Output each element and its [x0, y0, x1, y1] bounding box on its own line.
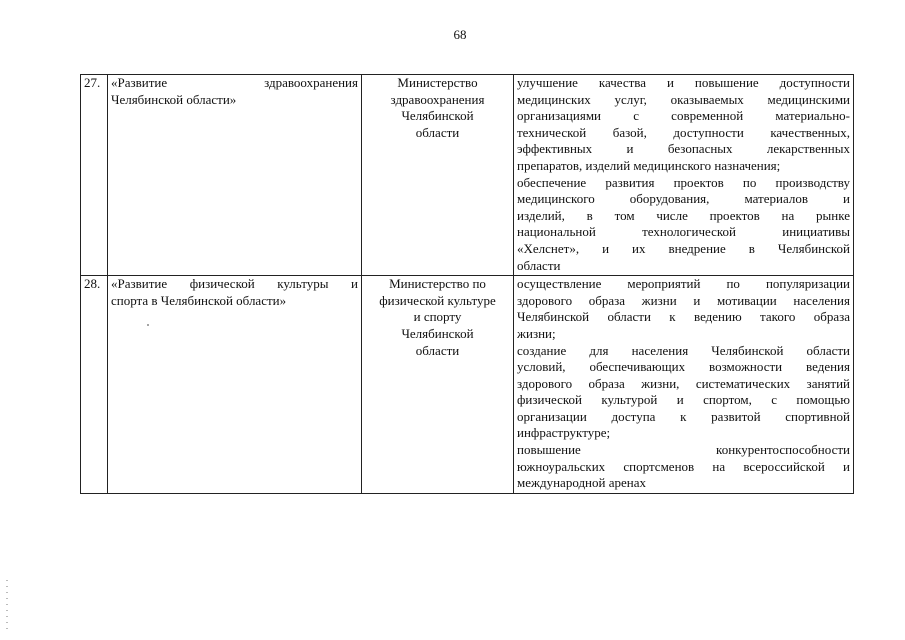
goal-line: медицинских услуг, оказываемых медицинскими — [517, 91, 850, 107]
goal-line: «Хелснет», и их внедрение в Челябинской — [517, 240, 850, 256]
goal-line: южноуральских спортсменов на всероссийской и — [517, 458, 850, 474]
goal-line: эффективных и безопасных лекарственных — [517, 141, 850, 157]
ministry-line: Министерство по — [389, 276, 486, 292]
goal-line: препаратов, изделий медицинского назначения; — [517, 157, 781, 173]
ministry-line: области — [415, 124, 460, 140]
goal-line: жизни; — [517, 325, 556, 341]
ministry-line: здравоохранения — [390, 91, 485, 107]
page-number: 68 — [453, 27, 467, 42]
table-row — [81, 75, 854, 276]
ministry-cell — [362, 75, 514, 276]
goal-line: области — [517, 257, 561, 273]
goal-line: условий, обеспечивающих возможности ведения — [517, 359, 850, 375]
goal-line: физической культурой и спортом, с помощью — [517, 392, 850, 408]
goal-line: технической базой, доступности качественных, — [517, 124, 850, 140]
goal-line: обеспечение развития проектов по производству — [517, 174, 850, 190]
scan-speck — [147, 324, 149, 326]
goal-line: здорового образа жизни и мотивации населения — [517, 292, 850, 308]
goals-cell — [514, 276, 854, 494]
goal-line: здорового образа жизни, систематических занятий — [517, 375, 850, 391]
goal-line: организациями с современной материально- — [517, 108, 850, 124]
goal-line: медицинского оборудования, материалов и — [517, 191, 850, 207]
ministry-line: физической культуре — [379, 292, 496, 308]
ministry-line: Челябинской — [401, 325, 474, 341]
ministry-line: Челябинской — [401, 108, 474, 124]
row-number — [81, 276, 108, 494]
goal-line: международной аренах — [517, 475, 646, 491]
program-name-line: спорта в Челябинской области» — [111, 292, 287, 308]
program-name-cell — [108, 276, 362, 494]
goals-cell — [514, 75, 854, 276]
programs-table — [80, 74, 854, 494]
goal-line: Челябинской области к ведению такого образа — [517, 309, 850, 325]
ministry-line: и спорту — [413, 309, 462, 325]
program-name-line: «Развитие физической культуры и — [111, 276, 358, 292]
goal-line: осуществление мероприятий по популяризации — [517, 276, 850, 292]
goal-line: изделий, в том числе проектов на рынке — [517, 207, 850, 223]
row-number-text: 27. — [84, 75, 101, 90]
goal-line: создание для населения Челябинской области — [517, 342, 850, 358]
program-name-cell — [108, 75, 362, 276]
ministry-line: Министерство — [397, 75, 478, 90]
ministry-cell — [362, 276, 514, 494]
goal-line: повышение конкурентоспособности — [517, 442, 850, 458]
goal-line: организации доступа к развитой спортивной — [517, 408, 850, 424]
table-row — [81, 276, 854, 494]
program-name-line: Челябинской области» — [111, 91, 237, 107]
row-number — [81, 75, 108, 276]
goal-line: национальной технологической инициативы — [517, 224, 850, 240]
ministry-line: области — [415, 342, 460, 358]
goal-line: улучшение качества и повышение доступности — [517, 75, 850, 90]
scan-edge-marks — [6, 580, 8, 630]
program-name-line: «Развитие здравоохранения — [111, 75, 358, 90]
row-number-text: 28. — [84, 276, 101, 292]
goal-line: инфраструктуре; — [517, 425, 611, 441]
